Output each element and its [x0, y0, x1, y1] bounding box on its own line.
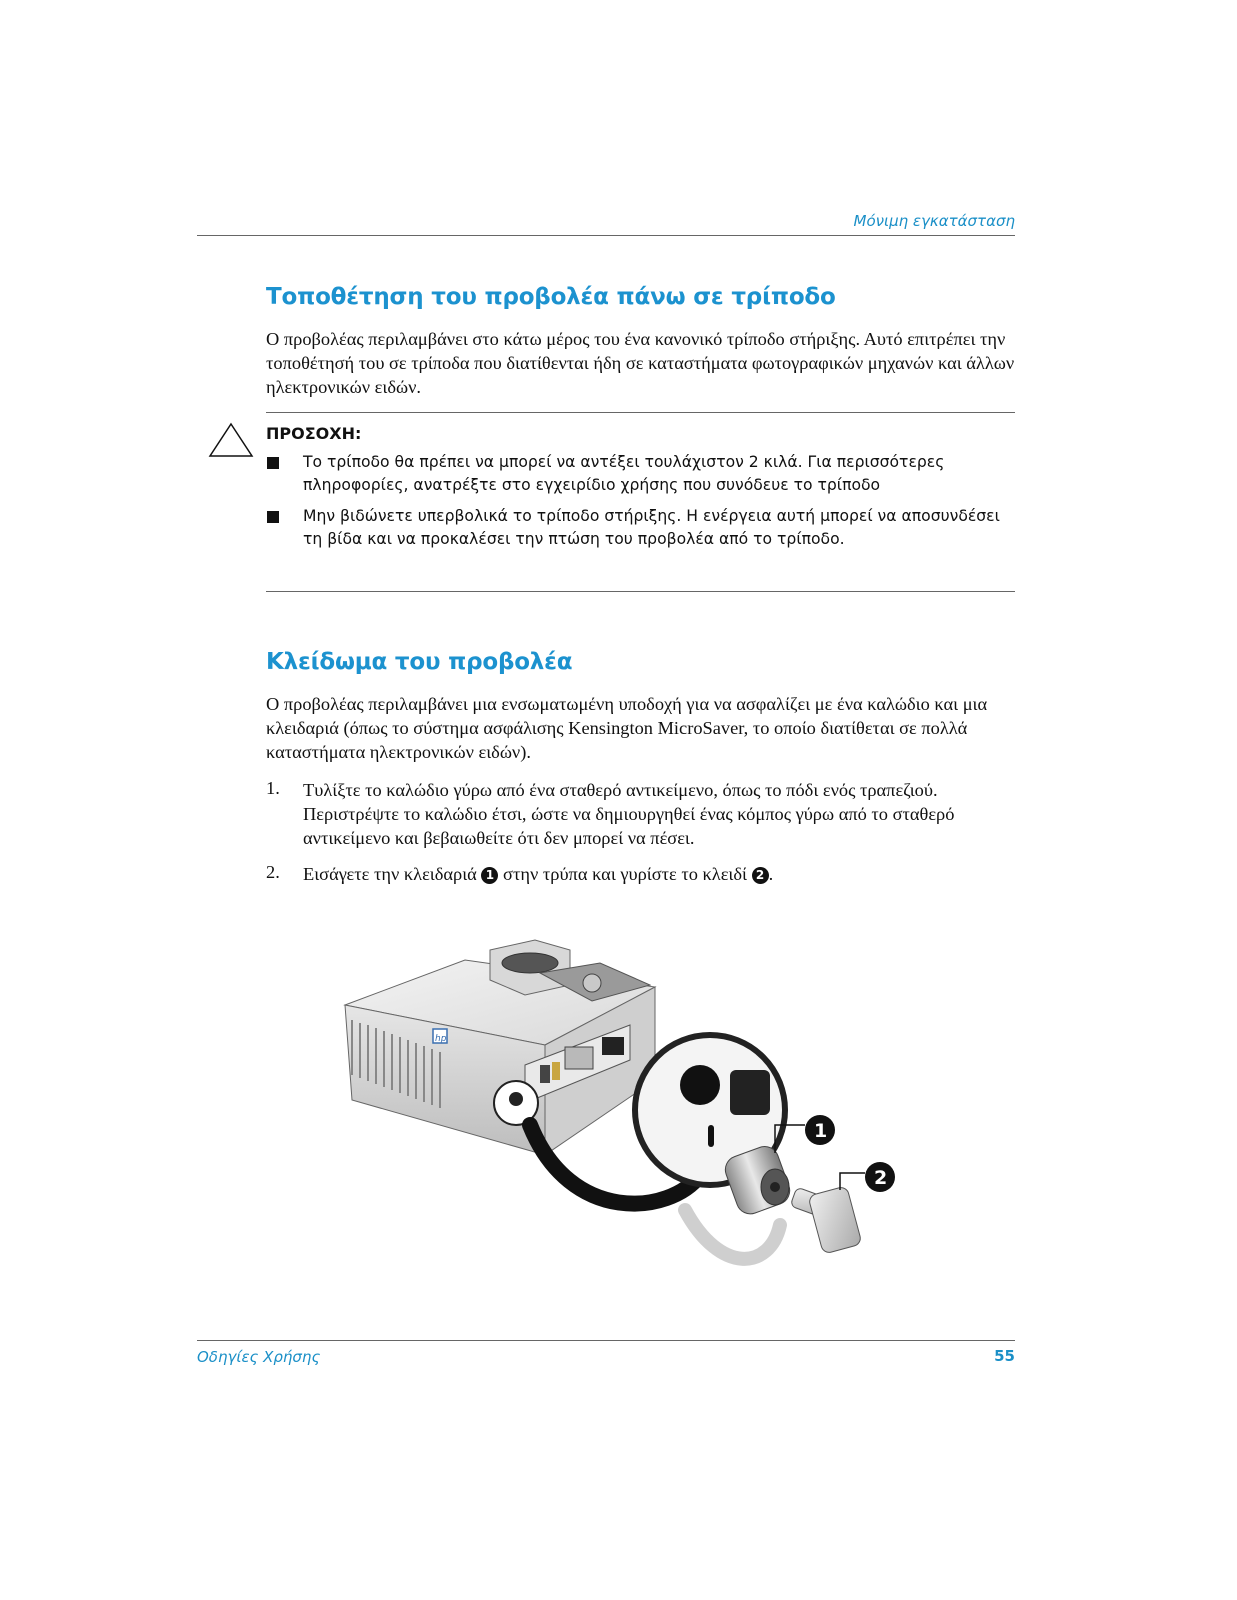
caution-top-rule	[266, 412, 1015, 413]
bullet-marker	[267, 457, 279, 469]
tripod-paragraph: Ο προβολέας περιλαμβάνει στο κάτω μέρος του ένα κανονικό τρίποδο στήριξης. Αυτό επιτρέπει την τοποθέτησή του σε τρίποδα που διατίθενται ήδη σε καταστήματα φωτογραφικών μηχανών και άλλων ηλεκτρονικών ειδών.	[266, 329, 1015, 397]
step-text: Τυλίξτε το καλώδιο γύρω από ένα σταθερό αντικείμενο, όπως το πόδι ενός τραπεζιού. Περιστρέψτε το καλώδιο έτσι, ώστε να δημιουργηθεί ένας κόμπος γύρω από το σταθερό αντικείμενο και βεβαιωθείτε ότι δεν μπορεί να πέσει.	[303, 780, 955, 848]
section-title-tripod: Τοποθέτηση του προβολέα πάνω σε τρίποδο	[266, 284, 836, 310]
page-number: 55	[994, 1347, 1015, 1365]
caution-item: Το τρίποδο θα πρέπει να μπορεί να αντέξει τουλάχιστον 2 κιλά. Για περισσότερες πληροφορίες, ανατρέξτε στο εγχειρίδιο χρήσης που συνόδευε το τρίποδο	[303, 453, 945, 494]
hp-logo: hp	[435, 1034, 447, 1044]
projector-lock-figure	[330, 925, 910, 1295]
running-header: Μόνιμη εγκατάσταση	[853, 212, 1015, 230]
caution-bottom-rule	[266, 591, 1015, 592]
caution-title: ΠΡΟΣΟΧΗ:	[266, 424, 362, 443]
step-number: 1.	[266, 778, 280, 798]
section-title-locking: Κλείδωμα του προβολέα	[266, 649, 573, 675]
step-number: 2.	[266, 862, 280, 882]
figure-callout-1	[805, 1115, 835, 1145]
caution-item: Μην βιδώνετε υπερβολικά το τρίποδο στήριξης. Η ενέργεια αυτή μπορεί να αποσυνδέσει τη βίδα και να προκαλέσει την πτώση του προβολέα από το τρίποδο.	[303, 507, 1000, 548]
header-rule	[197, 235, 1015, 236]
step-text-part: .	[768, 864, 774, 884]
step-text-part: Εισάγετε την κλειδαριά	[303, 864, 477, 884]
step-text-part: στην τρύπα και γυρίστε το κλειδί	[503, 864, 747, 884]
callout-1-badge: 1	[481, 867, 498, 884]
key	[790, 1186, 862, 1254]
svg-text:2: 2	[874, 1167, 888, 1189]
figure-callout-2	[865, 1162, 895, 1192]
footer-rule	[197, 1340, 1015, 1341]
footer-title: Οδηγίες Χρήσης	[197, 1348, 321, 1366]
caution-triangle-icon	[208, 422, 254, 458]
callout-2-badge: 2	[752, 867, 769, 884]
bullet-marker	[267, 511, 279, 523]
step-text	[303, 862, 1023, 886]
locking-paragraph: Ο προβολέας περιλαμβάνει μια ενσωματωμένη υποδοχή για να ασφαλίζει με ένα καλώδιο και μια κλειδαριά (όπως το σύστημα ασφάλισης Kensington MicroSaver, το οποίο διατίθεται σε πολλά καταστήματα ηλεκτρονικών ειδών).	[266, 694, 988, 762]
svg-text:1: 1	[814, 1120, 828, 1142]
projector-body	[345, 940, 655, 1155]
